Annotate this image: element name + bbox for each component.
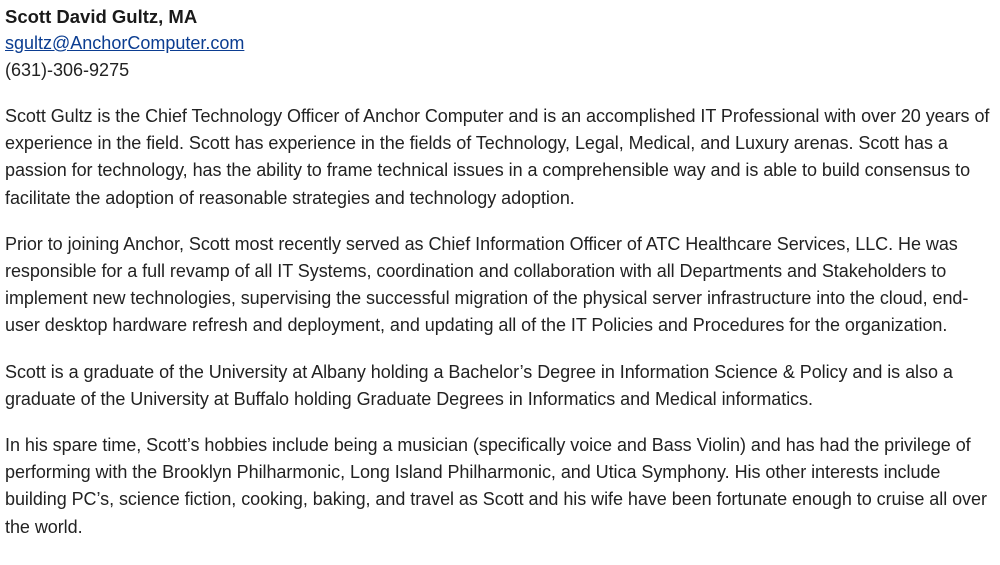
- bio-paragraph-prior-role: Prior to joining Anchor, Scott most recently served as Chief Information Officer of ATC Healthcare Services, LLC. He was responsible for a full revamp of all IT Systems, coordination and collaboration with all Departments and Stakeholders to implement new technologies, supervising the successful migration of the physical server infrastructure into the cloud, end-user desktop hardware refresh and deployment, and updating all of the IT Policies and Procedures for the organization.: [5, 233, 969, 336]
- email-row: [5, 30, 995, 57]
- email-link[interactable]: sgultz@AnchorComputer.com: [5, 33, 245, 53]
- bio-paragraph-education: Scott is a graduate of the University at Albany holding a Bachelor’s Degree in Information Science & Policy and is also a graduate of the University at Buffalo holding Graduate Degrees in Informatics and Medical informatics.: [5, 361, 953, 409]
- phone-number: (631)-306-9275: [5, 60, 130, 80]
- person-name: Scott David Gultz, MA: [5, 6, 198, 27]
- bio-paragraph-hobbies: In his spare time, Scott’s hobbies include being a musician (specifically voice and Bass Violin) and has had the privilege of performing with the Brooklyn Philharmonic, Long Island Philharmonic, and Utica Symphony. His other interests include building PC’s, science fiction, cooking, baking, and travel as Scott and his wife have been fortunate enough to cruise all over the world.: [5, 435, 987, 537]
- bio-paragraph-intro: Scott Gultz is the Chief Technology Officer of Anchor Computer and is an accomplished IT Professional with over 20 years of experience in the field. Scott has experience in the fields of Technology, Legal, Medical, and Luxury arenas. Scott has a passion for technology, has the ability to frame technical issues in a comprehensible way and is able to build consensus to facilitate the adoption of reasonable strategies and technology adoption.: [5, 106, 990, 208]
